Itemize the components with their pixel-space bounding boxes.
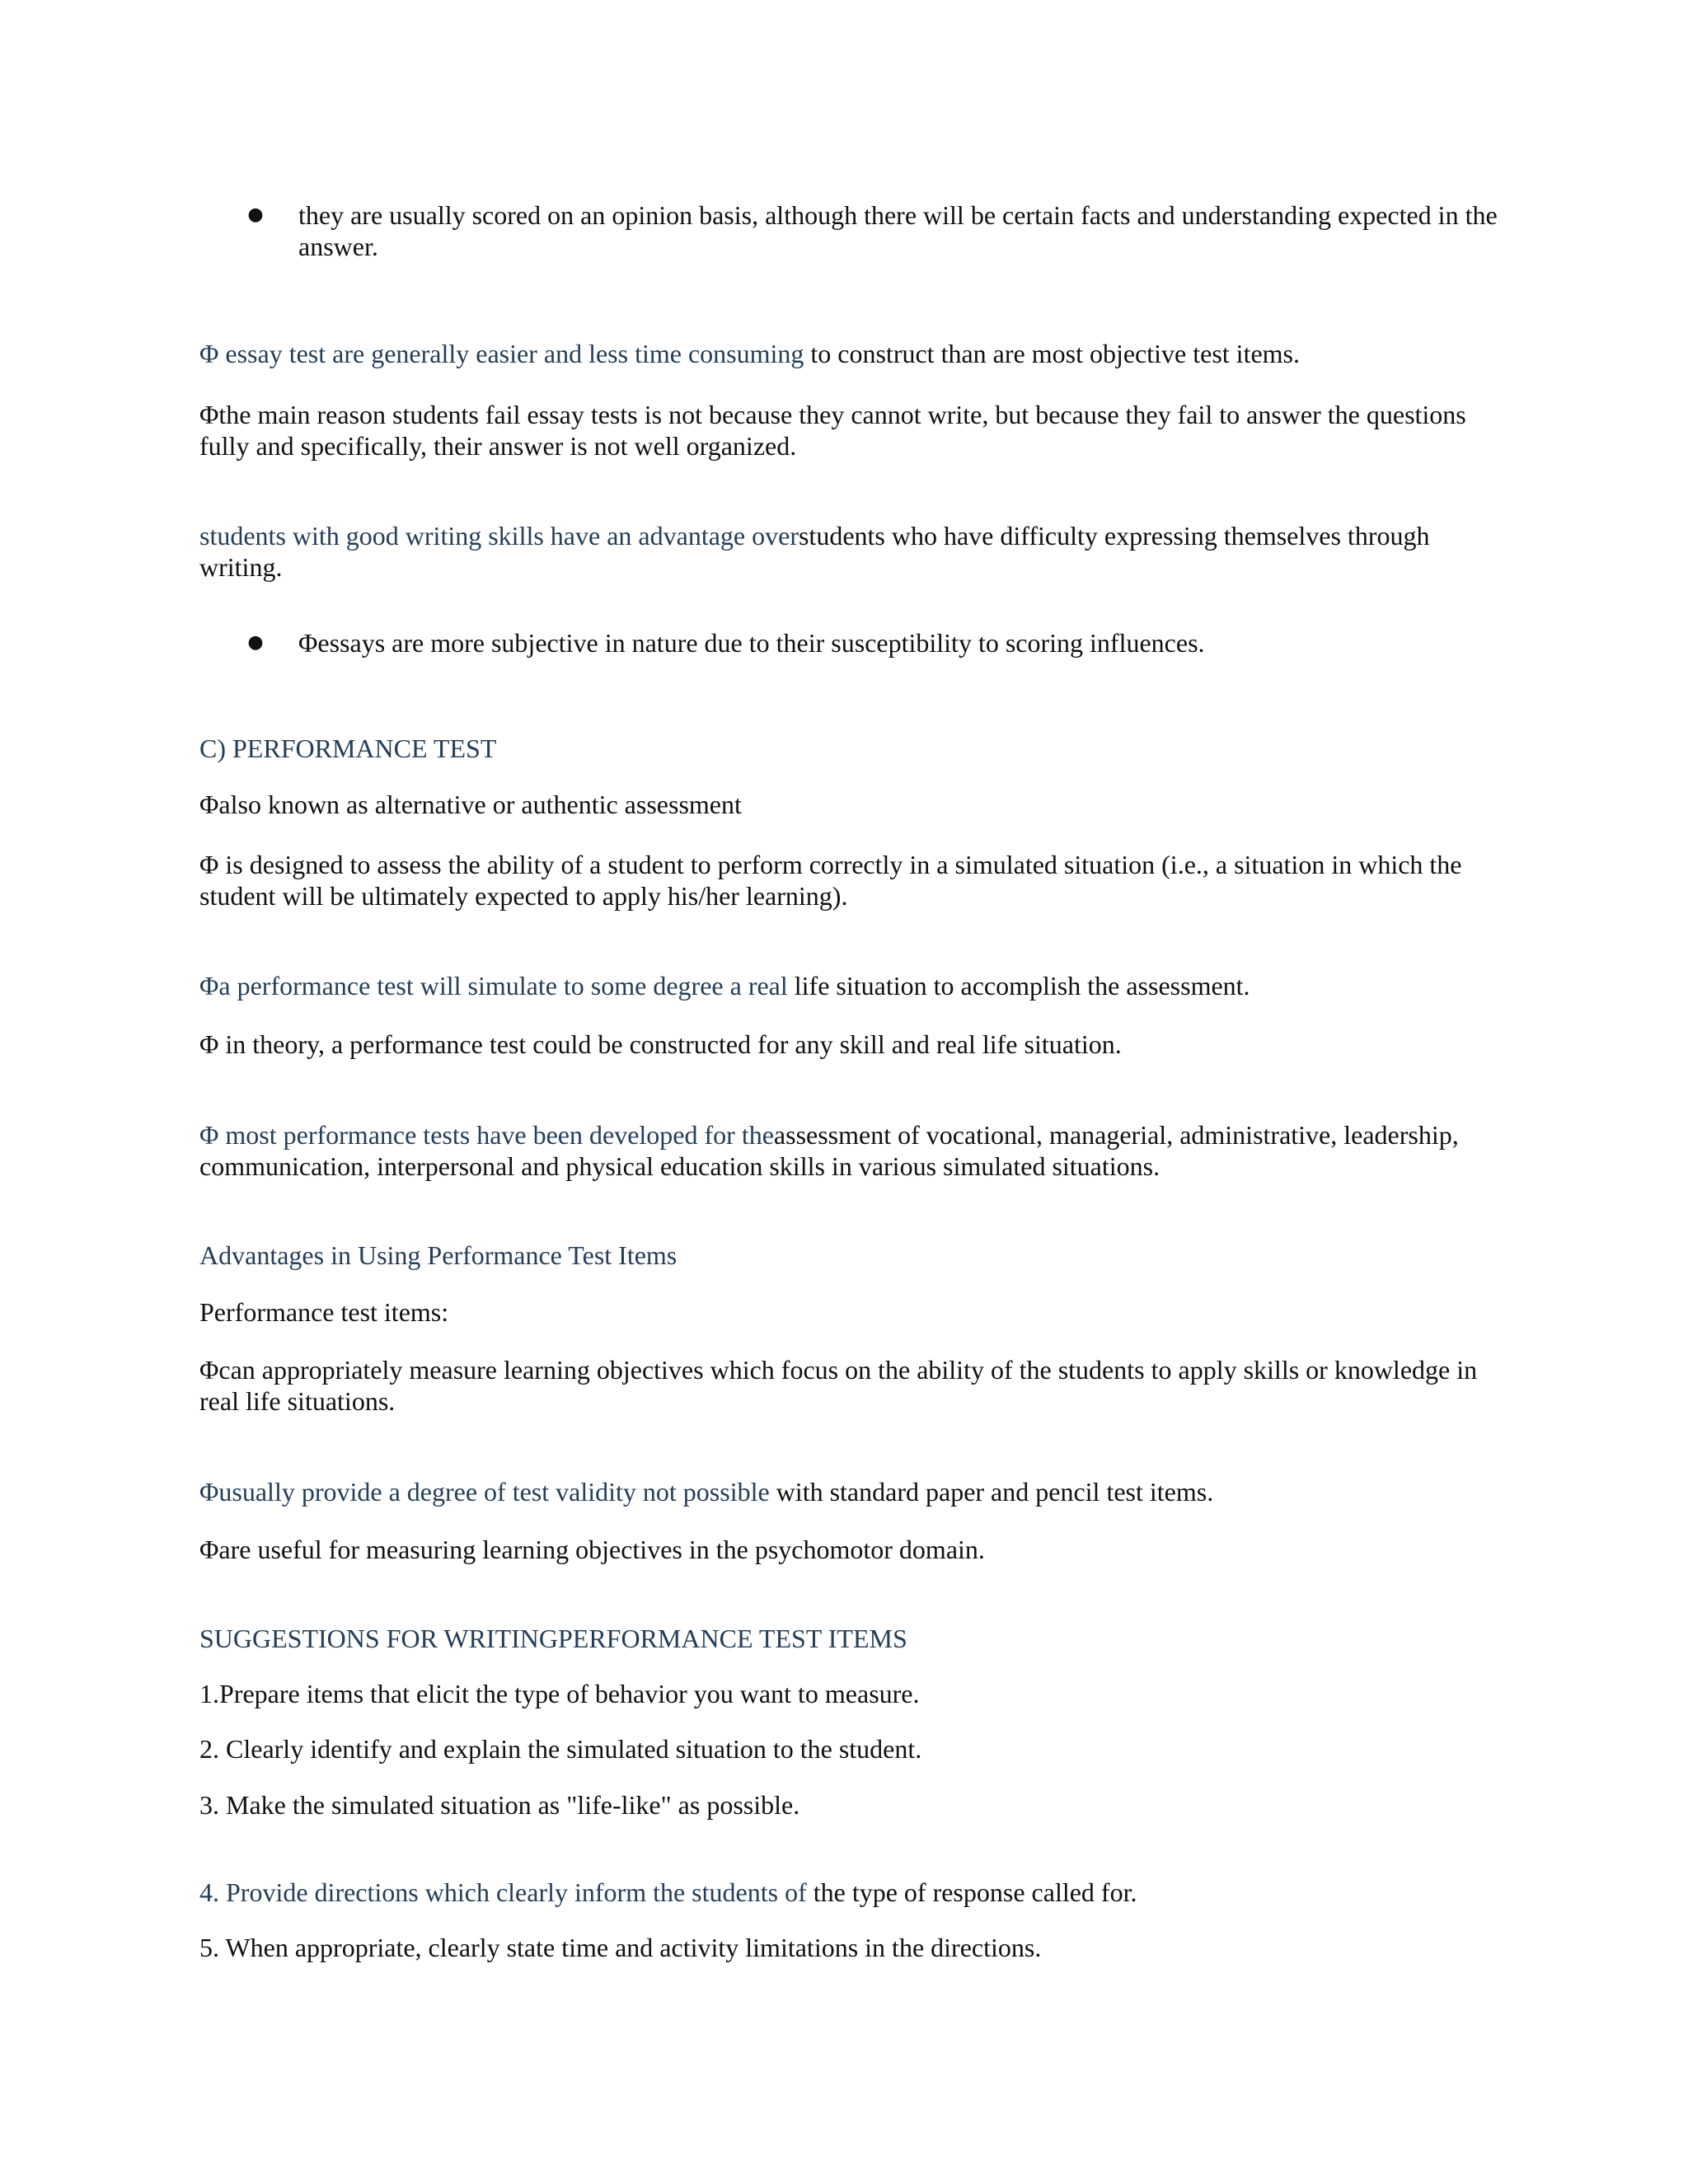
- suggestion-item-2: 2. Clearly identify and explain the simulated situation to the student.: [199, 1734, 922, 1764]
- suggestion-item-1: 1.Prepare items that elicit the type of behavior you want to measure.: [199, 1679, 920, 1708]
- paragraph-also-known: Φalso known as alternative or authentic assessment: [199, 790, 742, 819]
- bullet-icon: ●: [247, 632, 264, 653]
- highlighted-text: Φ most performance tests have been developed for the: [199, 1120, 774, 1150]
- paragraph-validity: [199, 1476, 1502, 1507]
- highlighted-text: Φ essay test are generally easier and less time consuming: [199, 339, 804, 368]
- bullet-text: they are usually scored on an opinion basis, although there will be certain facts and understanding expected in the answer.: [298, 200, 1498, 261]
- highlighted-text: Φa performance test will simulate to some degree a real: [199, 971, 788, 1001]
- paragraph-items-label: Performance test items:: [199, 1297, 449, 1327]
- paragraph-essay-easier: [199, 338, 1502, 369]
- paragraph-theory: Φ in theory, a performance test could be constructed for any skill and real life situation.: [199, 1029, 1122, 1059]
- paragraph-simulate: [199, 970, 1502, 1001]
- suggestion-item-5: 5. When appropriate, clearly state time and activity limitations in the directions.: [199, 1933, 1042, 1962]
- paragraph-measure: Φcan appropriately measure learning objectives which focus on the ability of the students to apply skills or knowledge in real life situations.: [199, 1355, 1478, 1416]
- highlighted-text: students with good writing skills have an advantage over: [199, 521, 799, 551]
- suggestion-item-3: 3. Make the simulated situation as "life-like" as possible.: [199, 1790, 800, 1820]
- section-heading-suggestions: SUGGESTIONS FOR WRITINGPERFORMANCE TEST ITEMS: [199, 1624, 907, 1653]
- plain-text: with standard paper and pencil test items.: [769, 1477, 1214, 1507]
- plain-text: students who have difficulty expressing themselves through writing.: [199, 521, 1430, 582]
- plain-text: to construct than are most objective test items.: [804, 339, 1300, 368]
- paragraph-writing-skills: [199, 520, 1502, 583]
- section-heading-performance-test: C) PERFORMANCE TEST: [199, 733, 497, 763]
- paragraph-main-reason: Φthe main reason students fail essay tests is not because they cannot write, but because they fail to answer the questions fully and specifically, their answer is not well organized.: [199, 400, 1466, 461]
- suggestion-item-4: [199, 1877, 1502, 1908]
- paragraph-most-performance: [199, 1119, 1502, 1182]
- paragraph-designed: Φ is designed to assess the ability of a student to perform correctly in a simulated situation (i.e., a situation in which the student will be ultimately expected to apply his/her learning).: [199, 850, 1462, 911]
- bullet-text: Φessays are more subjective in nature due to their susceptibility to scoring influences.: [298, 628, 1205, 658]
- plain-text: life situation to accomplish the assessment.: [787, 971, 1250, 1001]
- bullet-icon: ●: [247, 204, 264, 225]
- paragraph-psychomotor: Φare useful for measuring learning objectives in the psychomotor domain.: [199, 1535, 985, 1564]
- plain-text: assessment of vocational, managerial, administrative, leadership, communication, interpersonal and physical education skills in various simulated situations.: [199, 1120, 1459, 1181]
- section-heading-advantages: Advantages in Using Performance Test Items: [199, 1240, 678, 1270]
- highlighted-text: Φusually provide a degree of test validity not possible: [199, 1477, 770, 1507]
- highlighted-text: 4. Provide directions which clearly inform the students of: [199, 1877, 807, 1907]
- plain-text: the type of response called for.: [806, 1877, 1137, 1907]
